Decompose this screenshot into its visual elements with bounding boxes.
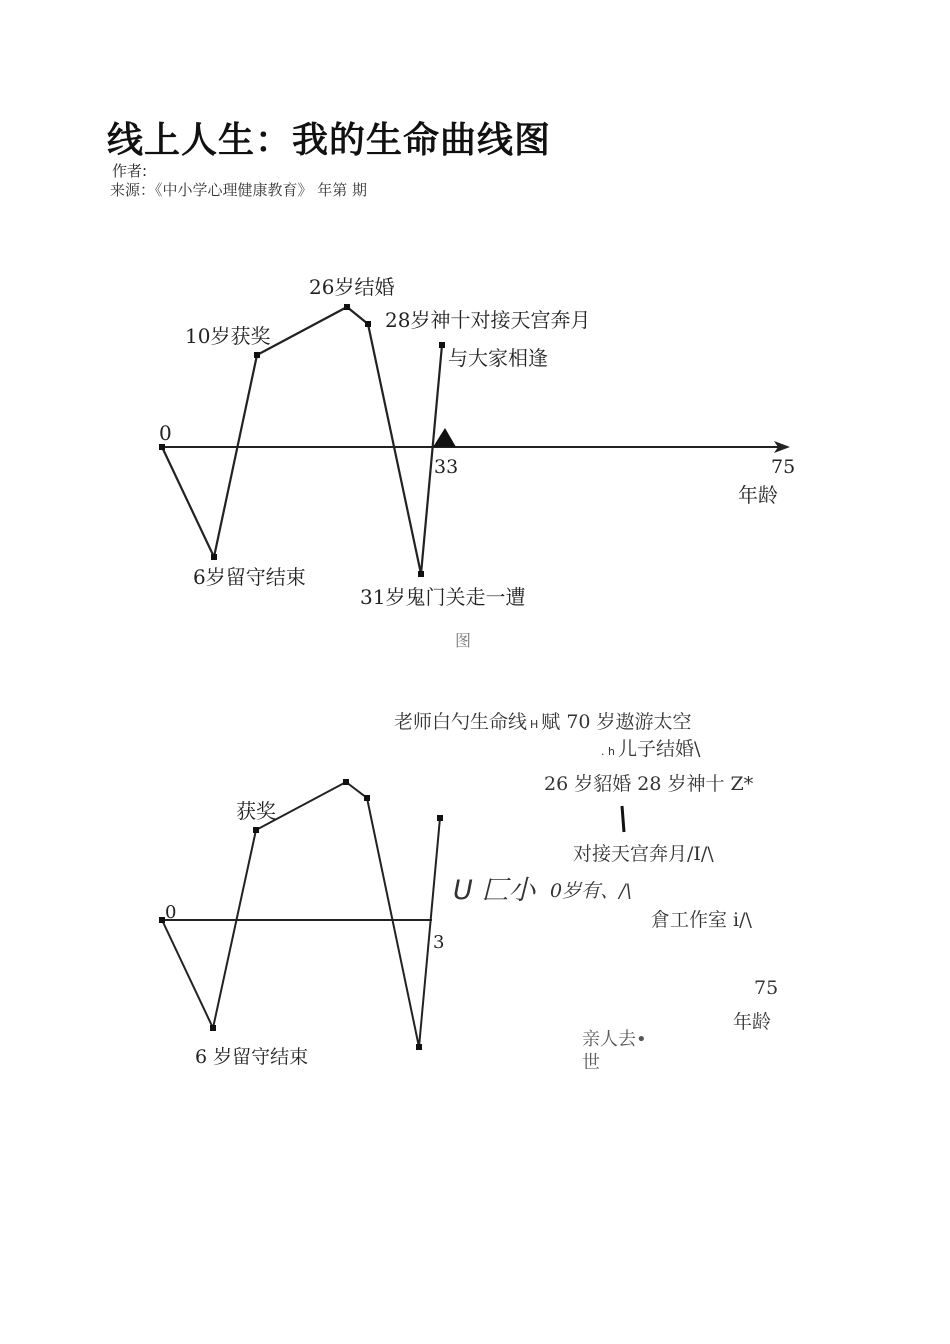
figure2-label-ages-26-28: 26 岁貂婚 28 岁神十 Z*: [544, 773, 754, 795]
page-title: 线上人生：我的生命曲线图: [107, 120, 552, 161]
figure2-label-relatives-died-2: 世: [582, 1052, 600, 1073]
figure2-son-wedding: 儿子结婚\: [617, 738, 701, 760]
figure1-current-age-marker: [433, 428, 456, 447]
figure1-point-end: [439, 342, 445, 348]
figure1-label-age33: 33: [434, 456, 459, 478]
figure1-label-origin: 0: [159, 421, 172, 445]
figure2-small-h1: H: [530, 718, 539, 731]
figure2-label-age6: 6 岁留守结束: [195, 1046, 309, 1068]
figure2-label-son-wedding-row: [601, 734, 700, 761]
figure2-teacher-line-b: 赋 70 岁遨游太空: [541, 711, 692, 733]
figure2-life-curve: [162, 782, 440, 1047]
figure2-label-age33: 3: [433, 932, 445, 953]
figure2-label-dock-moon: 对接天宫奔月/I/\: [573, 843, 714, 865]
figure2-point-age26: [343, 779, 349, 785]
figure2-label-age0-have: 0岁有、/\: [550, 880, 632, 902]
figure2-label-garbled: U 匚小: [453, 875, 536, 906]
figure2-age33-clip: [433, 932, 447, 953]
figure1-point-age6: [211, 554, 217, 560]
figure1-label-reunion: 与大家相逢: [448, 346, 548, 370]
figure2-small-h2: . h: [601, 745, 615, 758]
figure2-teacher-line-a: 老师白勺生命线: [394, 711, 528, 733]
figure2-point-age10: [253, 827, 259, 833]
figure2-label-relatives-died-1: 亲人去•: [582, 1029, 647, 1050]
figure2-label-axis-unit: 年龄: [733, 1011, 772, 1033]
figure2-label-award: 获奖: [236, 799, 276, 823]
figure1-label-axis-end: 75: [771, 456, 796, 478]
figure1-point-age26: [344, 304, 350, 310]
figure2-label-axis-end: 75: [754, 977, 779, 999]
figure2-stroke-mark: [622, 806, 624, 832]
figure2-point-age28: [364, 795, 370, 801]
figure1-label-age31: 31岁鬼门关走一遭: [360, 585, 526, 609]
figure2-label-origin: 0: [165, 902, 177, 923]
figure1-label-age26: 26岁结婚: [309, 275, 395, 299]
figure2-label-teacher-line: [394, 707, 692, 734]
figure1-point-age31: [418, 571, 424, 577]
figure2-age6-clip: [195, 1042, 335, 1068]
figure1-caption: 图: [455, 631, 472, 650]
figure2-point-end: [437, 815, 443, 821]
figure1-label-age10: 10岁获奖: [185, 324, 271, 348]
figure2-label-studio: 倉工作室 i/\: [651, 909, 752, 931]
author-label: 作者:: [112, 162, 148, 180]
figure1-caption-clip: [455, 628, 495, 650]
source-line: 来源：《中小学心理健康教育》 年第 期: [110, 181, 368, 199]
figure1-point-age10: [254, 352, 260, 358]
figure1-point-age28: [365, 321, 371, 327]
figure2-point-age31: [416, 1044, 422, 1050]
figure1-label-axis-unit: 年龄: [738, 483, 778, 507]
figure2-point-age6: [210, 1025, 216, 1031]
figure1-label-age6: 6岁留守结束: [193, 565, 306, 589]
figure1-label-age28: 28岁神十对接天宫奔月: [385, 308, 591, 332]
